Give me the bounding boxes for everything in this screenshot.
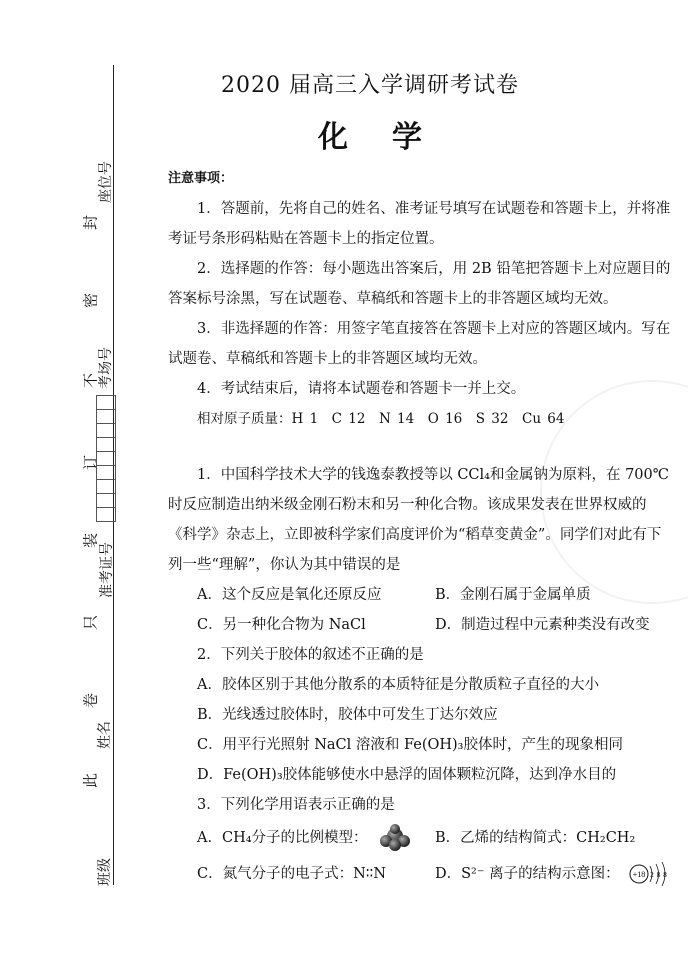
sulfide-ion-structure-diagram-icon bbox=[628, 861, 670, 887]
q1-option-b[interactable]: B．金刚石属于金属单质 bbox=[435, 587, 591, 603]
question-3-stem: 3．下列化学用语表示正确的是 bbox=[197, 797, 395, 813]
q2-option-b[interactable]: B．光线透过胶体时，胶体中可发生丁达尔效应 bbox=[197, 707, 498, 723]
q1-option-a[interactable]: A．这个反应是氧化还原反应 bbox=[197, 587, 382, 603]
q2-option-c[interactable]: C．用平行光照射 NaCl 溶液和 Fe(OH)₃胶体时，产生的现象相同 bbox=[197, 737, 623, 753]
seal-char-ding: 订 bbox=[81, 455, 100, 471]
question-3-options-row-1 bbox=[197, 820, 673, 856]
seal-char-zhi: 只 bbox=[81, 615, 100, 631]
subject-char-1: 化 bbox=[318, 120, 348, 155]
question-1-stem: 1．中国科学技术大学的钱逸泰教授等以 CCl₄和金属钠为原料，在 700℃时反应制造出纳米级金刚石粉末和另一种化合物。该成果发表在世界权威的《科学》杂志上，立即被科学家们高度评价为“稻草变黄金”。同学们对此有下列一些“理解”，你认为其中错误的是 bbox=[168, 467, 669, 573]
name-label: 姓名 bbox=[97, 721, 113, 749]
question-2-stem: 2．下列关于胶体的叙述不正确的是 bbox=[197, 647, 424, 663]
q1-option-c[interactable]: C．另一种化合物为 NaCl bbox=[197, 617, 366, 633]
exam-room-label: 考场号 bbox=[98, 347, 114, 389]
notice-item-3: 3．非选择题的作答：用签字笔直接答在答题卡上对应的答题区域内。写在试题卷、草稿纸和答题卡上的非答题区域均无效。 bbox=[168, 321, 671, 367]
notice-item-2: 2．选择题的作答：每小题选出答案后，用 2B 铅笔把答题卡上对应题目的答案标号涂黑，写在试题卷、草稿纸和答题卡上的非答题区域均无效。 bbox=[168, 261, 671, 307]
seat-number-label: 座位号 bbox=[98, 161, 114, 203]
question-3-options-row-2 bbox=[197, 856, 673, 892]
q3-option-d-text: D．S²⁻ 离子的结构示意图： bbox=[435, 866, 620, 882]
q3-option-d[interactable] bbox=[435, 856, 673, 892]
q3-option-a[interactable] bbox=[197, 820, 435, 856]
subject-char-2: 学 bbox=[392, 120, 422, 155]
notice-item-4: 4．考试结束后，请将本试题卷和答题卡一并上交。 bbox=[197, 381, 526, 397]
admission-number-label: 准考证号 bbox=[99, 542, 115, 598]
q3-option-c[interactable]: C．氮气分子的电子式：N∶∶N bbox=[197, 866, 387, 882]
ion-nucleus-label: +18 bbox=[632, 870, 646, 879]
q2-option-d[interactable]: D．Fe(OH)₃胶体能够使水中悬浮的固体颗粒沉降，达到净水目的 bbox=[197, 767, 617, 783]
subject-title bbox=[150, 112, 590, 156]
id-number-boxes[interactable] bbox=[96, 395, 116, 522]
seal-char-bu: 不 bbox=[81, 373, 100, 389]
binding-margin bbox=[0, 0, 140, 971]
q3-option-a-text: A．CH₄分子的比例模型： bbox=[197, 830, 368, 846]
exam-title: 2020 届高三入学调研考试卷 bbox=[221, 73, 519, 98]
q3-option-b[interactable]: B．乙烯的结构简式：CH₂CH₂ bbox=[435, 830, 636, 846]
seal-char-zhuang: 装 bbox=[81, 533, 100, 549]
question-1-options-row-2 bbox=[197, 610, 673, 640]
methane-space-filling-model-icon bbox=[378, 824, 412, 852]
ion-shell-1: 2 bbox=[650, 871, 654, 879]
ion-shell-3: 8 bbox=[663, 871, 667, 879]
q1-option-d[interactable]: D．制造过程中元素种类没有改变 bbox=[435, 617, 650, 633]
q2-option-a[interactable]: A．胶体区别于其他分散系的本质特征是分散质粒子直径的大小 bbox=[197, 677, 599, 693]
atomic-mass-line: 相对原子质量：H 1 C 12 N 14 O 16 S 32 Cu 64 bbox=[197, 411, 565, 427]
class-label: 班级 bbox=[97, 858, 113, 886]
seal-char-feng: 封 bbox=[81, 215, 100, 231]
seal-char-juan: 卷 bbox=[81, 693, 100, 709]
ion-shell-2: 8 bbox=[657, 871, 661, 879]
notice-item-1: 1．答题前，先将自己的姓名、准考证号填写在试题卷和答题卡上，并将准考证号条形码粘贴在答题卡上的指定位置。 bbox=[168, 201, 671, 247]
seal-char-mi: 密 bbox=[81, 293, 100, 309]
seal-char-ci: 此 bbox=[81, 773, 100, 789]
notice-heading: 注意事项： bbox=[168, 171, 234, 186]
